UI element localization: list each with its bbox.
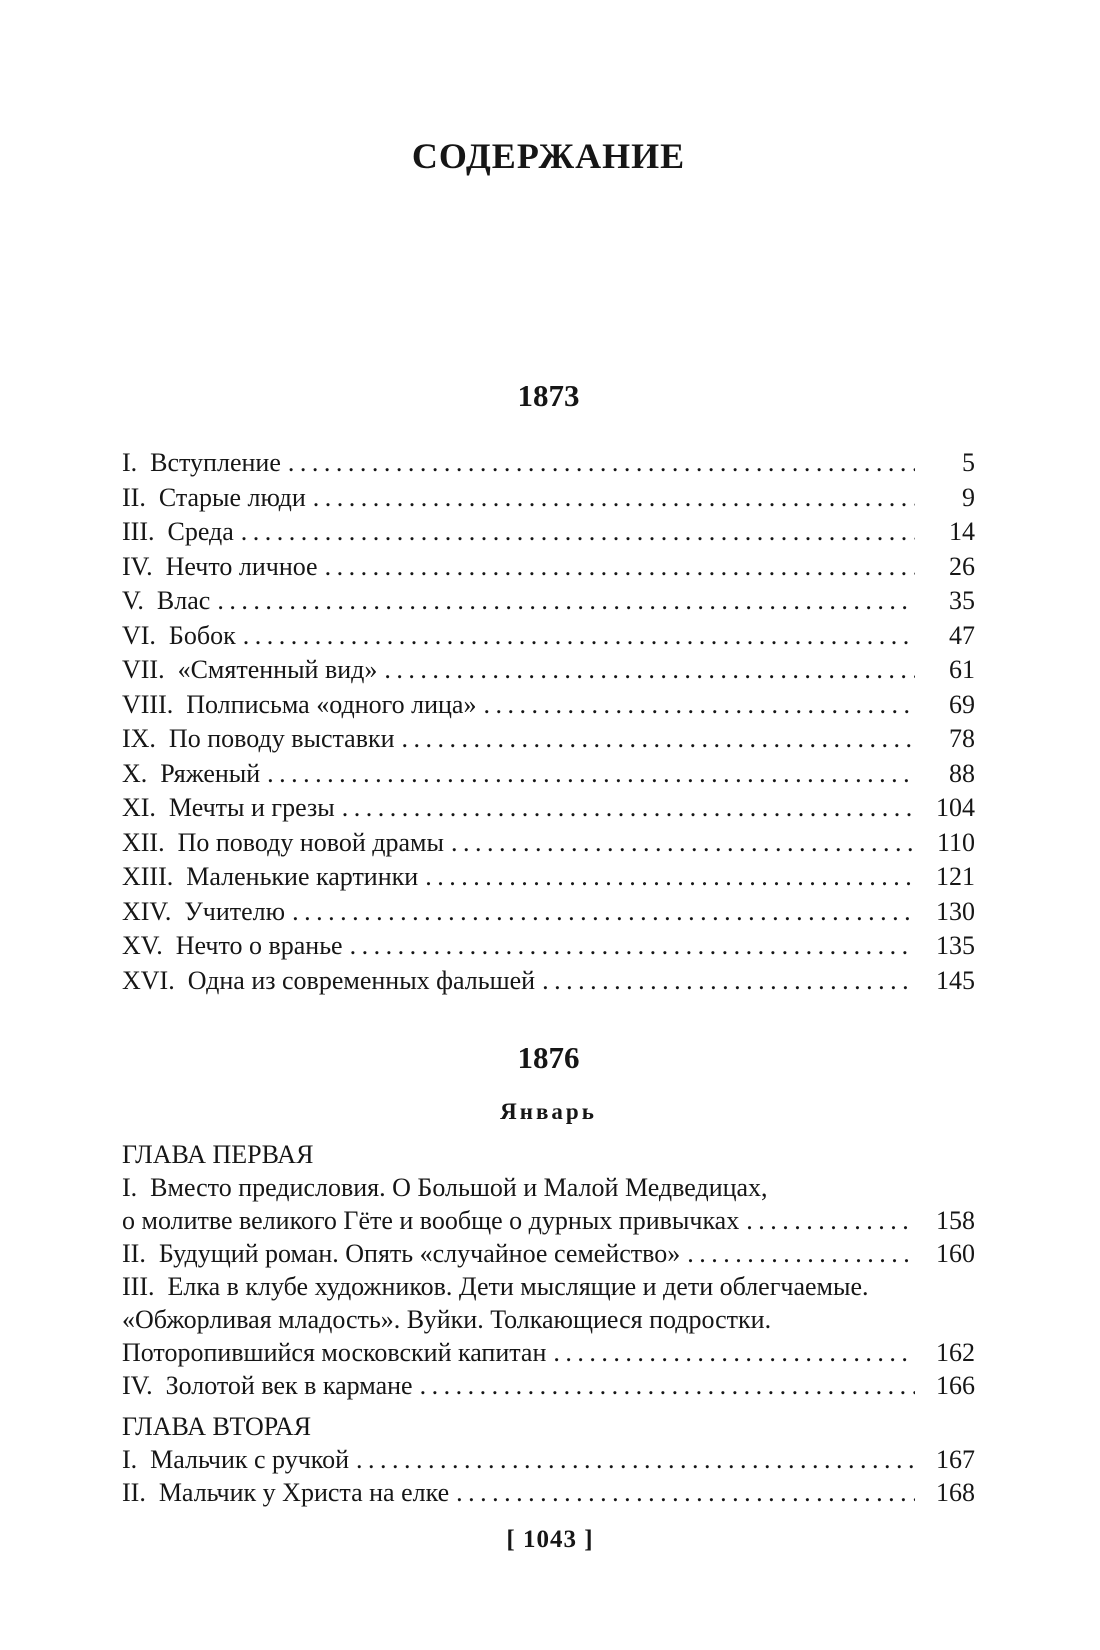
toc-entry bbox=[122, 481, 975, 516]
entry-page-number: 158 bbox=[936, 1206, 975, 1235]
entry-text: I. Мальчик с ручкой bbox=[122, 1445, 350, 1474]
toc-entry bbox=[122, 653, 975, 688]
dot-leader bbox=[241, 515, 915, 550]
entry-text: II. Старые люди bbox=[122, 482, 306, 512]
toc-entry bbox=[122, 791, 975, 826]
entry-page-number: 130 bbox=[936, 896, 975, 926]
entry-text: IV. Золотой век в кармане bbox=[122, 1371, 413, 1400]
entry-page-number: 166 bbox=[936, 1371, 975, 1400]
entry-text: «Обжорливая младость». Вуйки. Толкающиеся подростки. bbox=[122, 1305, 772, 1334]
entry-text: XI. Мечты и грезы bbox=[122, 793, 335, 822]
toc-entry bbox=[122, 826, 975, 861]
entry-text: V. Влас bbox=[122, 586, 211, 615]
toc-entry bbox=[122, 1303, 975, 1336]
entry-text: II. Мальчик у Христа на елке bbox=[122, 1478, 450, 1507]
toc-entry bbox=[122, 619, 975, 654]
toc-entry bbox=[122, 1171, 975, 1204]
toc-entry bbox=[122, 688, 975, 723]
dot-leader bbox=[292, 895, 915, 930]
entry-text: XVI. Одна из современных фальшей bbox=[122, 965, 536, 995]
toc-entry bbox=[122, 584, 975, 619]
footer-page-number: [ 1043 ] bbox=[506, 1526, 594, 1553]
entry-page-number: 110 bbox=[936, 827, 975, 857]
entry-text: IX. По поводу выставки bbox=[122, 724, 395, 753]
entry-text: IV. Нечто личное bbox=[122, 551, 318, 581]
entry-text: VI. Бобок bbox=[122, 620, 236, 650]
dot-leader bbox=[542, 964, 915, 999]
entry-text: I. Вступление bbox=[122, 448, 281, 477]
entry-page-number: 88 bbox=[949, 758, 975, 788]
year-heading-1873: 1873 bbox=[517, 378, 580, 413]
month-heading: Январь bbox=[500, 1099, 597, 1124]
entry-page-number: 35 bbox=[949, 586, 975, 615]
entry-page-number: 47 bbox=[949, 620, 975, 650]
dot-leader bbox=[356, 1443, 915, 1476]
entry-text: VII. «Смятенный вид» bbox=[122, 655, 378, 684]
dot-leader bbox=[456, 1476, 915, 1509]
entry-page-number: 26 bbox=[949, 551, 975, 581]
toc-entry bbox=[122, 1336, 975, 1369]
entry-page-number: 168 bbox=[936, 1478, 975, 1507]
entry-text: XV. Нечто о вранье bbox=[122, 931, 343, 960]
toc-entry bbox=[122, 446, 975, 481]
dot-leader bbox=[325, 550, 915, 585]
toc-entry bbox=[122, 1476, 975, 1509]
toc-entry bbox=[122, 929, 975, 964]
toc-entry bbox=[122, 1270, 975, 1303]
entry-page-number: 121 bbox=[936, 862, 975, 891]
dot-leader bbox=[451, 826, 915, 861]
dot-leader bbox=[483, 688, 915, 723]
toc-entry bbox=[122, 757, 975, 792]
toc-entry bbox=[122, 1369, 975, 1402]
dot-leader bbox=[243, 619, 915, 654]
dot-leader bbox=[350, 929, 915, 964]
contents-column bbox=[122, 0, 975, 1509]
toc-entry bbox=[122, 515, 975, 550]
dot-leader bbox=[746, 1204, 915, 1237]
entry-page-number: 167 bbox=[936, 1445, 975, 1474]
dot-leader bbox=[402, 722, 915, 757]
toc-entry bbox=[122, 895, 975, 930]
toc-entry bbox=[122, 722, 975, 757]
entry-text: X. Ряженый bbox=[122, 758, 261, 788]
dot-leader bbox=[288, 446, 915, 481]
entry-text: XIII. Маленькие картинки bbox=[122, 862, 419, 891]
entry-page-number: 135 bbox=[936, 931, 975, 960]
toc-entry bbox=[122, 1237, 975, 1270]
chapter-second bbox=[122, 1410, 975, 1509]
dot-leader bbox=[384, 653, 915, 688]
entry-text: Поторопившийся московский капитан bbox=[122, 1338, 547, 1367]
chapter-heading-first: ГЛАВА ПЕРВАЯ bbox=[122, 1140, 314, 1169]
entry-text: VIII. Полписьма «одного лица» bbox=[122, 689, 477, 719]
dot-leader bbox=[313, 481, 915, 516]
toc-entry bbox=[122, 1443, 975, 1476]
year-heading-1876: 1876 bbox=[517, 1040, 580, 1075]
entry-page-number: 78 bbox=[949, 724, 975, 753]
entry-page-number: 160 bbox=[936, 1239, 975, 1268]
entry-page-number: 61 bbox=[949, 655, 975, 684]
dot-leader bbox=[553, 1336, 915, 1369]
toc-entry bbox=[122, 550, 975, 585]
dot-leader bbox=[420, 1369, 915, 1402]
toc-entry bbox=[122, 860, 975, 895]
entry-text: II. Будущий роман. Опять «случайное семейство» bbox=[122, 1239, 681, 1268]
entry-page-number: 162 bbox=[936, 1338, 975, 1367]
dot-leader bbox=[217, 584, 915, 619]
entry-text: I. Вместо предисловия. О Большой и Малой Медведицах, bbox=[122, 1173, 768, 1202]
dot-leader bbox=[687, 1237, 915, 1270]
page-title: СОДЕРЖАНИЕ bbox=[411, 136, 686, 176]
entry-page-number: 9 bbox=[962, 482, 975, 512]
dot-leader bbox=[425, 860, 915, 895]
toc-entry bbox=[122, 1204, 975, 1237]
dot-leader bbox=[267, 757, 915, 792]
chapter-heading-second: ГЛАВА ВТОРАЯ bbox=[122, 1412, 312, 1441]
toc-list-1873 bbox=[122, 446, 975, 998]
entry-text: о молитве великого Гёте и вообще о дурных привычках bbox=[122, 1206, 740, 1235]
entry-page-number: 69 bbox=[949, 689, 975, 719]
entry-text: XIV. Учителю bbox=[122, 896, 286, 926]
entry-text: III. Елка в клубе художников. Дети мыслящие и дети облегчаемые. bbox=[122, 1272, 869, 1301]
entry-text: III. Среда bbox=[122, 517, 234, 546]
toc-entry bbox=[122, 964, 975, 999]
entry-page-number: 5 bbox=[962, 448, 975, 477]
dot-leader bbox=[342, 791, 915, 826]
chapter-first bbox=[122, 1138, 975, 1402]
entry-page-number: 14 bbox=[949, 517, 975, 546]
entry-page-number: 104 bbox=[936, 793, 975, 822]
entry-page-number: 145 bbox=[936, 965, 975, 995]
entry-text: XII. По поводу новой драмы bbox=[122, 827, 444, 857]
